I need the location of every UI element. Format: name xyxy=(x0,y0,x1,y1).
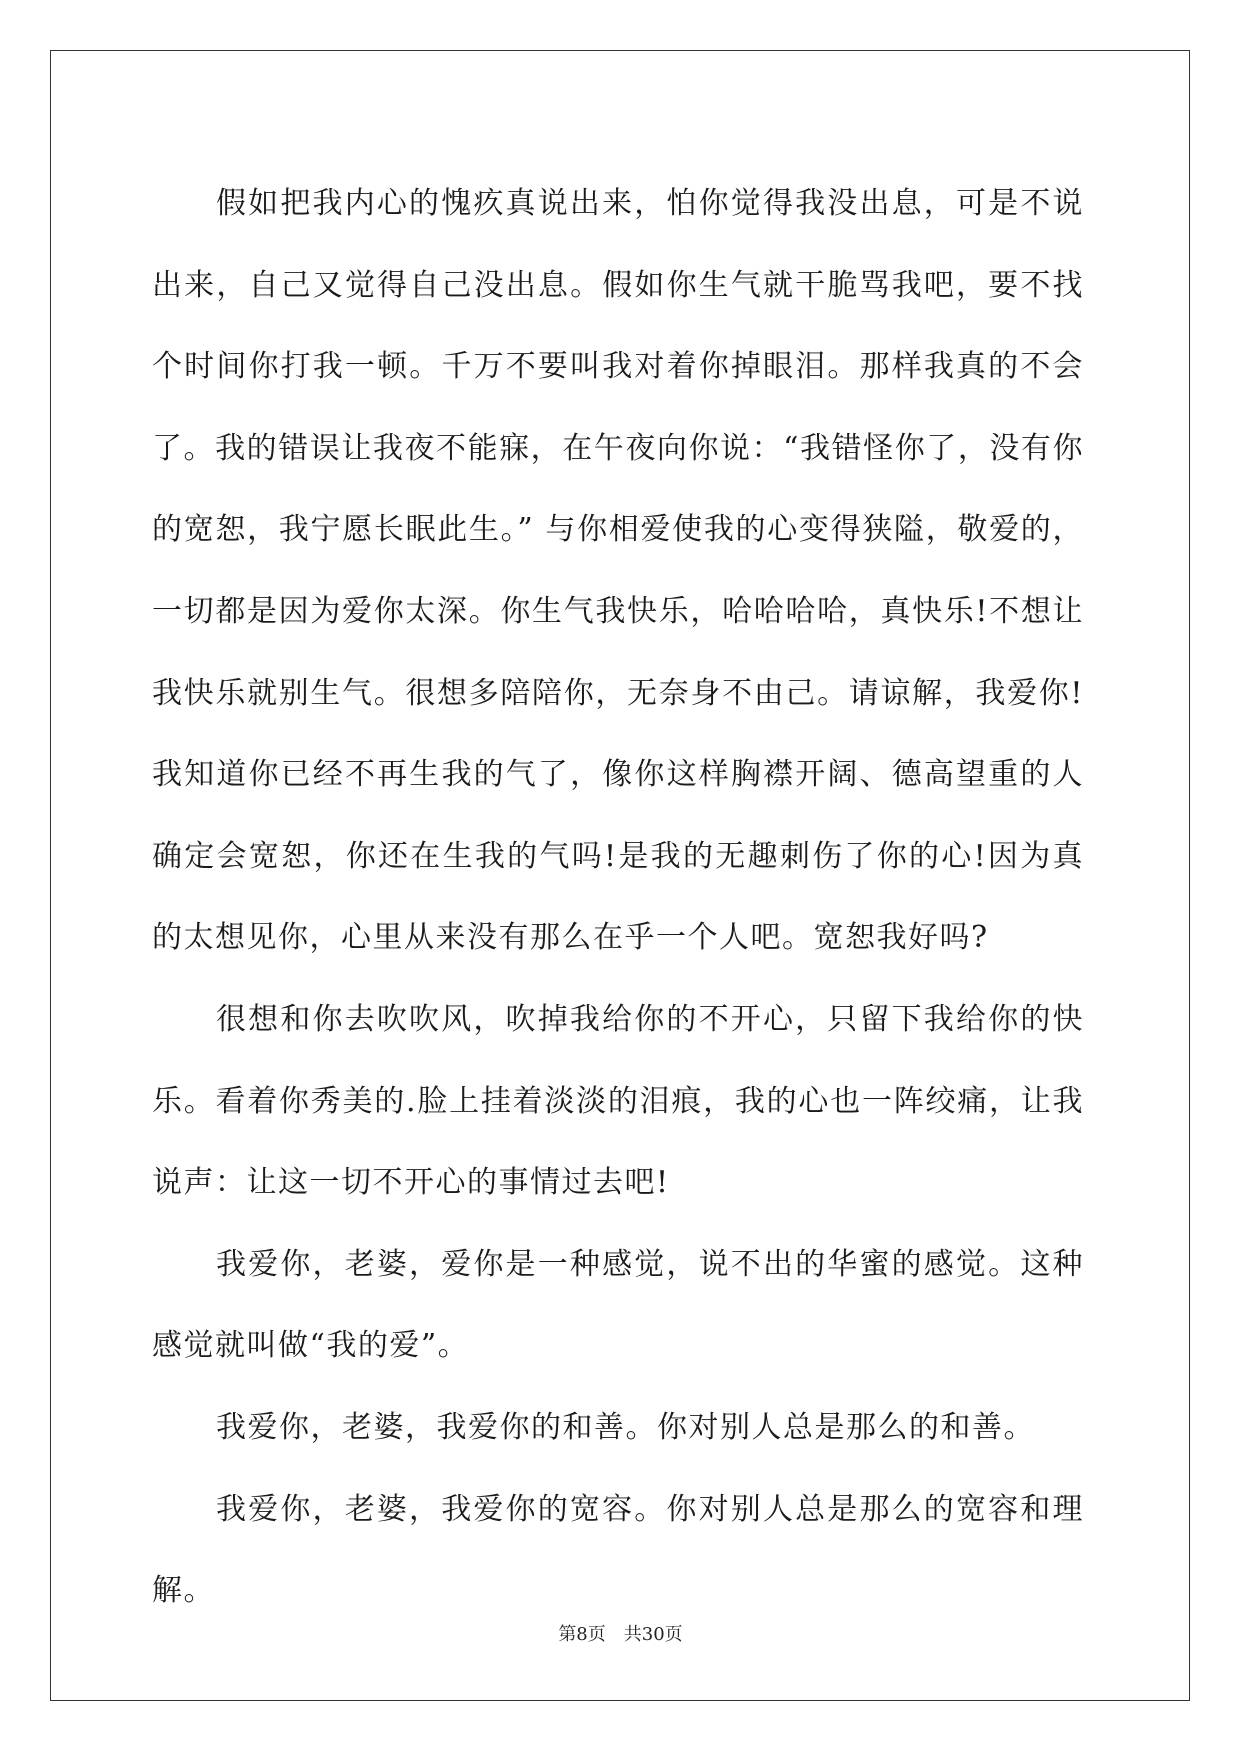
paragraph-2: 很想和你去吹吹风，吹掉我给你的不开心，只留下我给你的快乐。看着你秀美的.脸上挂着淡淡的泪痕，我的心也一阵绞痛，让我说声：让这一切不开心的事情过去吧! xyxy=(152,1001,1084,1201)
paragraph-1: 假如把我内心的愧疚真说出来，怕你觉得我没出息，可是不说出来，自己又觉得自己没出息。假如你生气就干脆骂我吧，要不找个时间你打我一顿。千万不要叫我对着你掉眼泪。那样我真的不会了。我的错误让我夜不能寐，在午夜向你说：“我错怪你了，没有你的宽恕，我宁愿长眠此生。” 与你相爱使我的心变得狭隘，敬爱的，一切都是因为爱你太深。你生气我快乐，哈哈哈哈，真快乐!不想让我快乐就别生气。很想多陪陪你，无奈身不由己。请谅解，我爱你!我知道你已经不再生我的气了，像你这样胸襟开阔、德高望重的人确定会宽恕，你还在生我的气吗!是我的无趣刺伤了你的心!因为真的太想见你，心里从来没有那么在乎一个人吧。宽恕我好吗? xyxy=(152,186,1084,956)
paragraph-4: 我爱你，老婆，我爱你的和善。你对别人总是那么的和善。 xyxy=(216,1409,1035,1445)
document-body xyxy=(152,163,1084,1632)
paragraph-5: 我爱你，老婆，我爱你的宽容。你对别人总是那么的宽容和理解。 xyxy=(152,1491,1084,1609)
page-number-footer: 第8页 共30页 xyxy=(558,1624,683,1645)
paragraph-3: 我爱你，老婆，爱你是一种感觉，说不出的华蜜的感觉。这种感觉就叫做“我的爱”。 xyxy=(152,1246,1084,1364)
